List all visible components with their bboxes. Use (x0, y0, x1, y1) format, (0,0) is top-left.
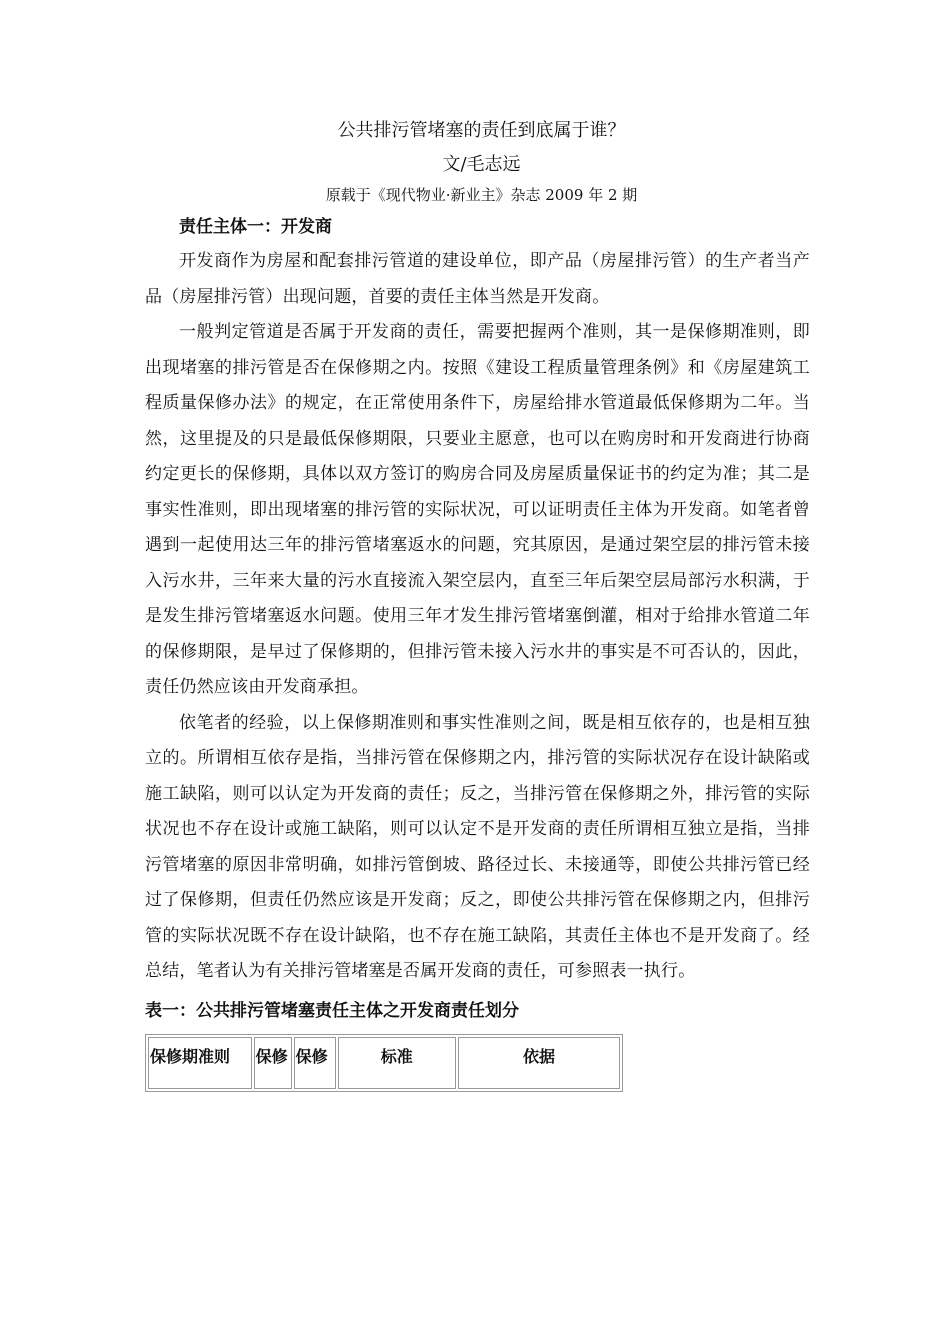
paragraph-3: 依笔者的经验，以上保修期准则和事实性准则之间，既是相互依存的，也是相互独立的。所谓相互依存是指，当排污管在保修期之内，排污管的实际状况存在设计缺陷或施工缺陷，则可以认定为开发商的责任；反之，当排污管在保修期之外，排污管的实际状况也不存在设计或施工缺陷，则可以认定不是开发商的责任所谓相互独立是指，当排污管堵塞的原因非常明确，如排污管倒坡、路径过长、未接通等，即使公共排污管已经过了保修期，但责任仍然应该是开发商；反之，即使公共排污管在保修期之内，但排污管的实际状况既不存在设计缺陷，也不存在施工缺陷，其责任主体也不是开发商了。经总结，笔者认为有关排污管堵塞是否属开发商的责任，可参照表一执行。 (145, 712, 810, 981)
document-title: 公共排污管堵塞的责任到底属于谁？ (337, 120, 626, 141)
author-line: 文/毛志远 (442, 154, 521, 175)
paragraph-1: 开发商作为房屋和配套排污管道的建设单位，即产品（房屋排污管）的生产者当产品（房屋排污管）出现问题，首要的责任主体当然是开发商。 (145, 251, 810, 307)
table-header-cell: 保修期准则 (148, 1037, 252, 1089)
table-header-cell: 标准 (338, 1037, 457, 1089)
table-title: 表一：公共排污管堵塞责任主体之开发商责任划分 (145, 1000, 519, 1021)
source-line: 原载于《现代物业·新业主》杂志 2009 年 2 期 (325, 186, 638, 204)
table-header-cell: 依据 (458, 1037, 620, 1089)
table-header-row (148, 1037, 620, 1089)
table-header-cell: 保修 (254, 1037, 292, 1089)
section-heading: 责任主体一：开发商 (179, 217, 332, 237)
responsibility-table (145, 1034, 623, 1092)
document-page (145, 118, 810, 1092)
paragraph-2: 一般判定管道是否属于开发商的责任，需要把握两个准则，其一是保修期准则，即出现堵塞的排污管是否在保修期之内。按照《建设工程质量管理条例》和《房屋建筑工程质量保修办法》的规定，在正常使用条件下，房屋给排水管道最低保修期为二年。当然，这里提及的只是最低保修期限，只要业主愿意，也可以在购房时和开发商进行协商约定更长的保修期，具体以双方签订的购房合同及房屋质量保证书的约定为准；其二是事实性准则，即出现堵塞的排污管的实际状况，可以证明责任主体为开发商。如笔者曾遇到一起使用达三年的排污管堵塞返水的问题，究其原因，是通过架空层的排污管未接入污水井，三年来大量的污水直接流入架空层内，直至三年后架空层局部污水积满，于是发生排污管堵塞返水问题。使用三年才发生排污管堵塞倒灌，相对于给排水管道二年的保修期限，是早过了保修期的，但排污管未接入污水井的事实是不可否认的，因此，责任仍然应该由开发商承担。 (145, 322, 810, 697)
table-header-cell: 保修 (294, 1037, 336, 1089)
